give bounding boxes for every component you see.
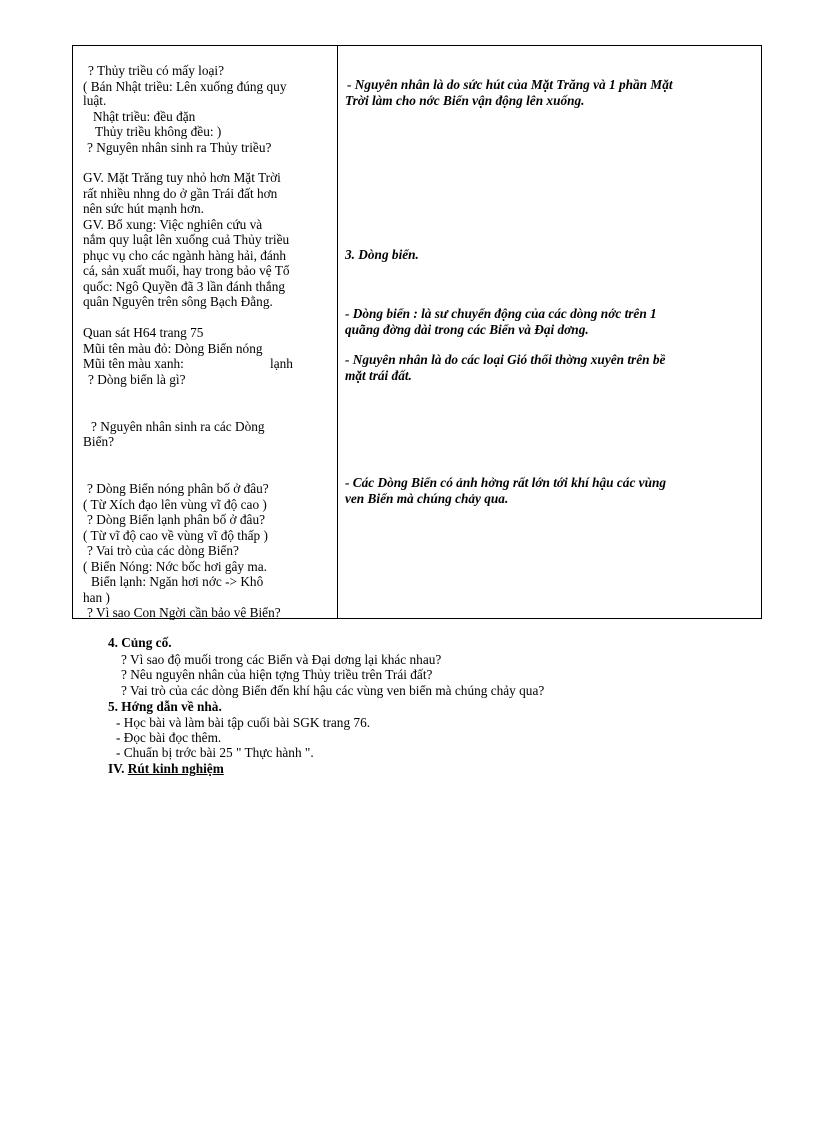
review-heading [108,762,224,776]
homework-item: - Học bài và làm bài tập cuối bài SGK trang 76. [116,715,371,730]
left-text-line: ? Dòng Biển lạnh phân bố ở đâu? [87,512,266,527]
left-text-line: ? Dòng Biển nóng phân bố ở đâu? [87,481,269,496]
right-text-line: - Nguyên nhân là do các loại Gió thổi thờng xuyên trên bề [345,352,666,367]
left-text-line: Quan sát H64 trang 75 [83,325,204,340]
right-text-line: mặt trái đất. [345,368,412,383]
left-text-line: ( Từ Xích đạo lên vùng vĩ độ cao ) [83,497,267,512]
left-text-line: ? Dòng biển là gì? [88,372,186,387]
left-text-line: ? Nguyên nhân sinh ra các Dòng [91,419,265,434]
left-text-line: Biển? [83,434,115,449]
left-text-line: ( Từ vĩ độ cao về vùng vĩ độ thấp ) [83,528,268,543]
consolidation-item: ? Vì sao độ muối trong các Biển và Đại dơng lại khác nhau? [121,652,442,667]
left-text-line: Mũi tên màu xanh: [83,356,184,371]
left-text-line: Biển lạnh: Ngăn hơi nớc -> Khô [91,574,264,589]
left-text-line: quốc: Ngô Quyền đã 3 lần đánh thắng [83,279,285,294]
left-text-line: quân Nguyên trên sông Bạch Đằng. [83,294,273,309]
left-text-line: cá, sản xuất muối, hay trong bảo vệ Tổ [83,263,290,278]
left-text-line: nắm quy luật lên xuống cuả Thủy triều [83,232,290,247]
review-title: Rút kinh nghiệm [127,761,224,776]
lesson-table [72,45,762,619]
left-text-line: rất nhiều nhng do ở gần Trái đất hơn [83,186,278,201]
left-text-line: Nhật triều: đều đặn [93,109,196,124]
right-text-line: - Dòng biển : là sư chuyển động của các dòng nớc trên 1 [345,306,657,321]
column-divider [337,46,338,618]
review-number: IV. [108,761,125,776]
right-text-line: ven Biển mà chúng chảy qua. [345,491,509,506]
consolidation-item: ? Nêu nguyên nhân của hiện tợng Thủy triều trên Trái đất? [121,667,433,682]
homework-heading: 5. Hớng dẫn về nhà. [108,699,222,714]
homework-item: - Đọc bài đọc thêm. [116,730,222,745]
right-text-line: - Nguyên nhân là do sức hút của Mặt Trăng và 1 phần Mặt [347,77,673,92]
left-text-line: ? Nguyên nhân sinh ra Thủy triều? [87,140,272,155]
left-text-line: GV. Bổ xung: Việc nghiên cứu và [83,217,263,232]
left-text-line: ? Vì sao Con Ngời cần bảo vệ Biển? [87,605,281,620]
left-text-line: phục vụ cho các ngành hàng hải, đánh [83,248,287,263]
right-text-line: Trời làm cho nớc Biển vận động lên xuống. [345,93,585,108]
left-text-line: ( Biển Nóng: Nớc bốc hơi gây ma. [83,559,267,574]
left-text-line: ? Vai trò của các dòng Biển? [87,543,239,558]
right-text-line: 3. Dòng biển. [345,247,419,262]
left-text-line: lạnh [270,356,293,371]
consolidation-item: ? Vai trò của các dòng Biển đến khí hậu các vùng ven biển mà chúng chảy qua? [121,683,545,698]
left-text-line: Thủy triều không đều: ) [95,124,222,139]
left-text-line: han ) [83,590,110,605]
left-text-line: luật. [83,93,107,108]
right-text-line: - Các Dòng Biển có ảnh hởng rất lớn tới khí hậu các vùng [345,475,667,490]
homework-item: - Chuẩn bị trớc bài 25 " Thực hành ". [116,745,314,760]
left-text-line: nên sức hút mạnh hơn. [83,201,204,216]
consolidation-heading: 4. Củng cố. [108,635,172,650]
left-text-line: ? Thủy triều có mấy loại? [88,63,225,78]
right-text-line: quãng đờng dài trong các Biển và Đại dơng. [345,322,589,337]
left-text-line: Mũi tên màu đỏ: Dòng Biển nóng [83,341,263,356]
left-text-line: ( Bán Nhật triều: Lên xuống đúng quy [83,79,287,94]
left-text-line: GV. Mặt Trăng tuy nhỏ hơn Mặt Trời [83,170,281,185]
